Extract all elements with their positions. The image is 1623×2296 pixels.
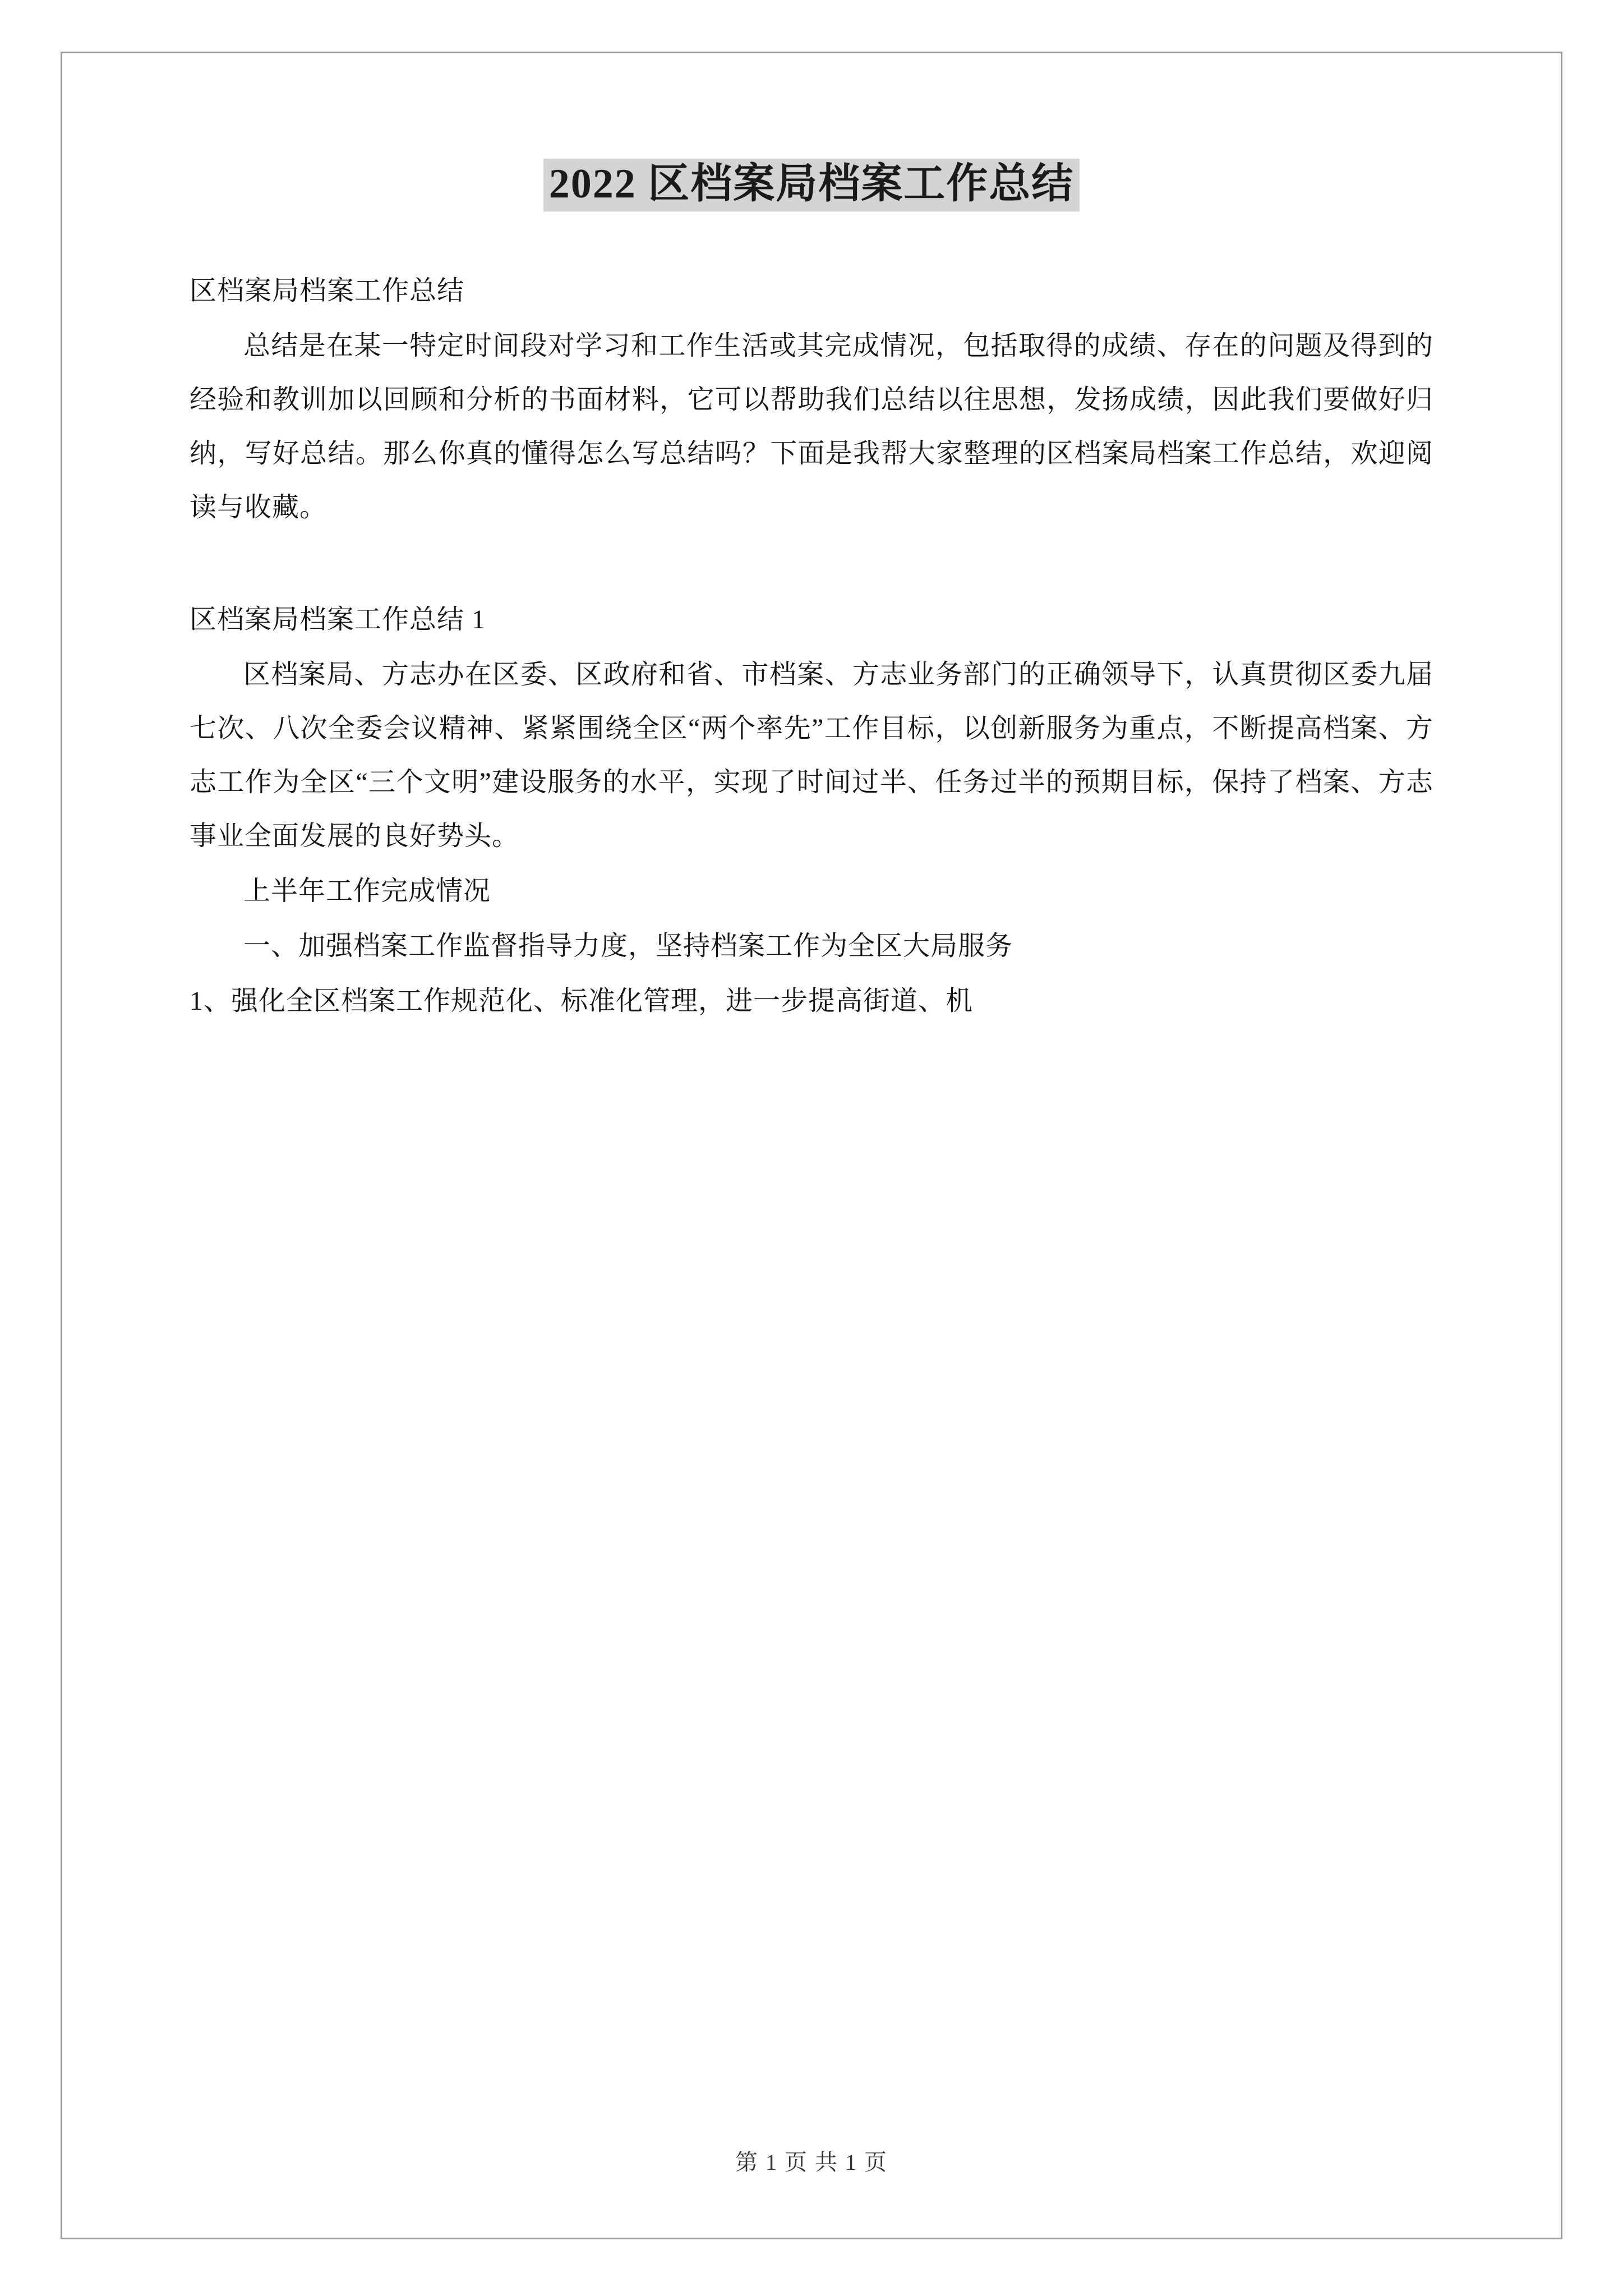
paragraph: 区档案局档案工作总结 <box>190 275 465 306</box>
page-title-text: 2022 区档案局档案工作总结 <box>543 159 1080 211</box>
paragraph: 区档案局、方志办在区委、区政府和省、市档案、方志业务部门的正确领导下，认真贯彻区委九届七次、八次全委会议精神、紧紧围绕全区“两个率先”工作目标，以创新服务为重点，不断提高档案、方志工作为全区“三个文明”建设服务的水平，实现了时间过半、任务过半的预期目标，保持了档案、方志事业全面发展的良好势头。 <box>190 659 1433 851</box>
paragraph: 总结是在某一特定时间段对学习和工作生活或其完成情况，包括取得的成绩、存在的问题及得到的经验和教训加以回顾和分析的书面材料，它可以帮助我们总结以往思想，发扬成绩，因此我们要做好归纳，写好总结。那么你真的懂得怎么写总结吗？下面是我帮大家整理的区档案局档案工作总结，欢迎阅读与收藏。 <box>190 330 1433 522</box>
paragraph: 上半年工作完成情况 <box>243 876 491 906</box>
page-title <box>190 158 1433 210</box>
paragraph: 一、加强档案工作监督指导力度，坚持档案工作为全区大局服务 <box>243 931 1013 961</box>
page-footer: 第 1 页 共 1 页 <box>735 2150 888 2175</box>
page-content <box>61 52 1562 2239</box>
paragraph: 区档案局档案工作总结 1 <box>190 604 486 634</box>
paragraph: 1、强化全区档案工作规范化、标准化管理，进一步提高街道、机 <box>190 986 974 1016</box>
